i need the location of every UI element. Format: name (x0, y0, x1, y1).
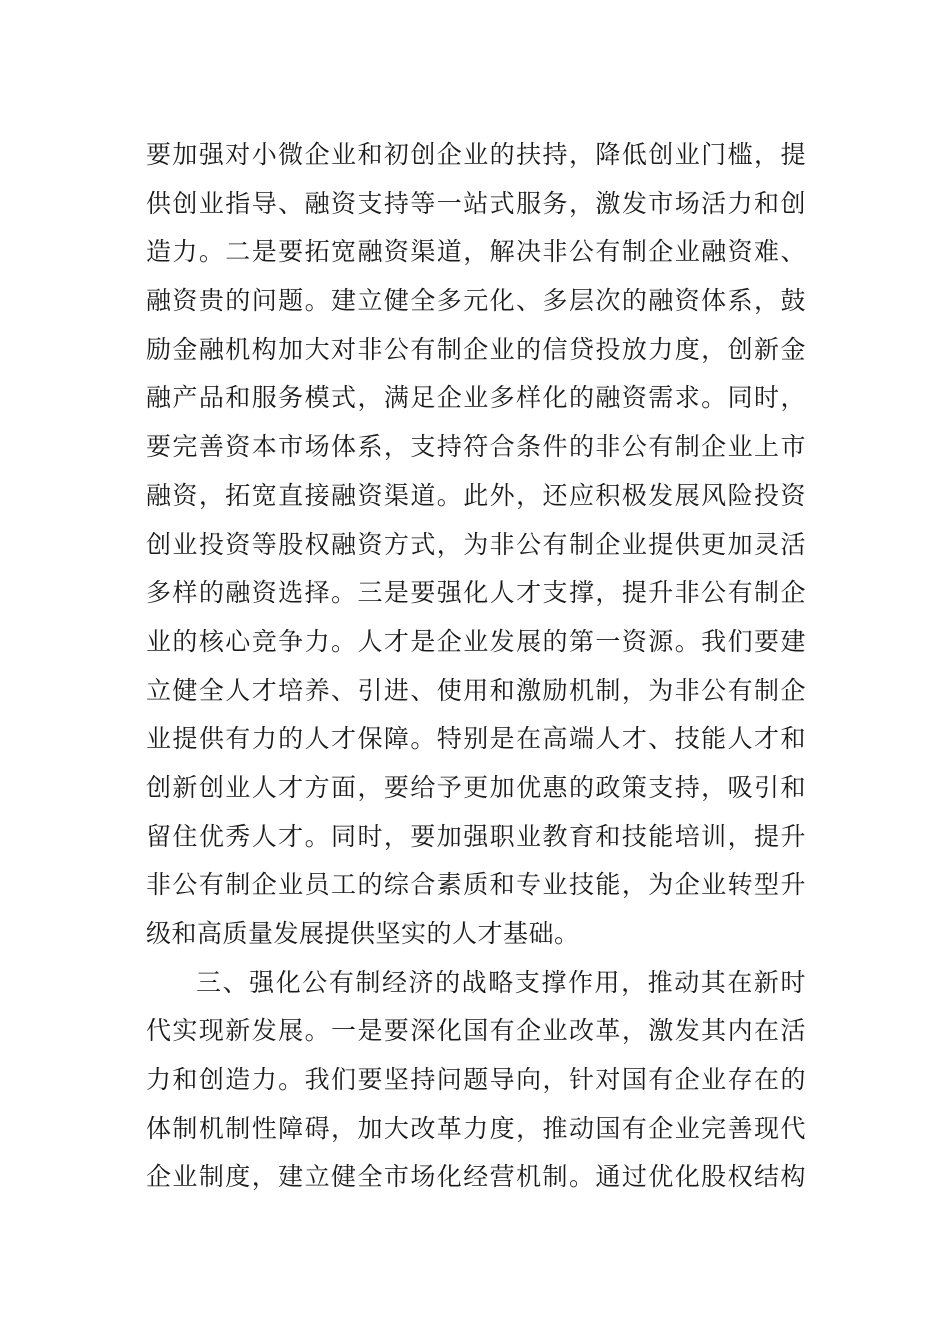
text-line: 供创业指导、融资支持等一站式服务，激发市场活力和创 (146, 188, 806, 218)
text-line: 要加强对小微企业和初创企业的扶持，降低创业门槛，提 (146, 140, 806, 169)
text-line: 造力。二是要拓宽融资渠道，解决非公有制企业融资难、 (146, 237, 806, 267)
text-line: 企业制度，建立健全市场化经营机制。通过优化股权结构 (146, 1162, 806, 1192)
text-line: 立健全人才培养、引进、使用和激励机制，为非公有制企 (146, 675, 806, 705)
text-line: 要完善资本市场体系，支持符合条件的非公有制企业上市 (146, 432, 806, 462)
text-line: 融资贵的问题。建立健全多元化、多层次的融资体系，鼓 (146, 286, 806, 316)
text-line: 融产品和服务模式，满足企业多样化的融资需求。同时， (146, 383, 806, 413)
paragraph-end-line: 级和高质量发展提供坚实的人才基础。 (146, 919, 580, 948)
text-line: 体制机制性障碍，加大改革力度，推动国有企业完善现代 (146, 1113, 806, 1143)
text-line: 励金融机构加大对非公有制企业的信贷投放力度，创新金 (146, 334, 806, 364)
section-heading-line: 三、强化公有制经济的战略支撑作用，推动其在新时 (196, 967, 806, 997)
text-line: 创业投资等股权融资方式，为非公有制企业提供更加灵活 (146, 529, 806, 559)
text-line: 业的核心竞争力。人才是企业发展的第一资源。我们要建 (146, 626, 806, 656)
body-text (146, 131, 806, 1202)
text-line: 留住优秀人才。同时，要加强职业教育和技能培训，提升 (146, 821, 806, 851)
text-line: 代实现新发展。一是要深化国有企业改革，激发其内在活 (146, 1016, 806, 1046)
text-line: 创新创业人才方面，要给予更加优惠的政策支持，吸引和 (146, 772, 806, 802)
text-line: 业提供有力的人才保障。特别是在高端人才、技能人才和 (146, 724, 806, 754)
text-line: 多样的融资选择。三是要强化人才支撑，提升非公有制企 (146, 578, 806, 608)
text-line: 融资，拓宽直接融资渠道。此外，还应积极发展风险投资 (146, 480, 806, 510)
text-line: 力和创造力。我们要坚持问题导向，针对国有企业存在的 (146, 1065, 806, 1095)
text-line: 非公有制企业员工的综合素质和专业技能，为企业转型升 (146, 870, 806, 900)
